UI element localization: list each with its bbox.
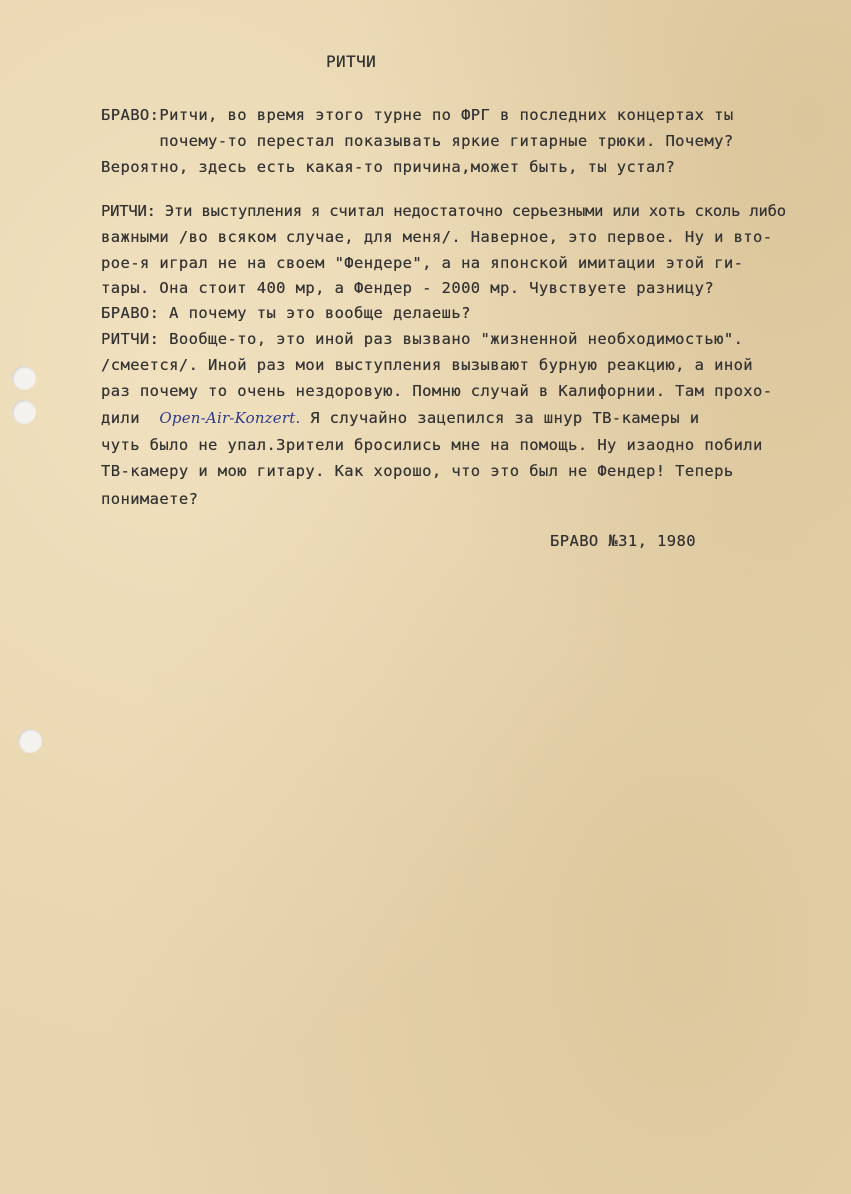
binder-hole-2	[12, 400, 36, 424]
text-line: /смеется/. Иной раз мои выступления вызывают бурную реакцию, а иной	[101, 356, 754, 374]
binder-hole-3	[18, 729, 42, 753]
text-line	[101, 409, 699, 427]
text-line: чуть было не упал.Зрители бросились мне на помощь. Ну изаодно побили	[101, 436, 763, 454]
text-line: тары. Она стоит 400 мр, а Фендер - 2000 мр. Чувствуете разницу?	[101, 279, 715, 297]
text-line: понимаете?	[101, 490, 199, 508]
text-line: БРАВО:Ритчи, во время этого турне по ФРГ в последних концертах ты	[101, 106, 734, 124]
binder-hole-1	[12, 366, 36, 390]
text-line: БРАВО: А почему ты это вообще делаешь?	[101, 304, 471, 322]
text-line: РИТЧИ: Вообще-то, это иной раз вызвано "жизненной необходимостью".	[101, 330, 744, 348]
text-line: важными /во всяком случае, для меня/. Наверное, это первое. Ну и вто-	[101, 228, 773, 246]
text-line: РИТЧИ: Эти выступления я считал недостаточно серьезными или хоть сколь либо	[101, 202, 786, 220]
document-title: РИТЧИ	[326, 52, 377, 71]
handwritten-insert: Open-Air-Konzert.	[159, 409, 301, 427]
text-line: рое-я играл не на своем "Фендере", а на японской имитации этой ги-	[101, 254, 744, 272]
text-line: почему-то перестал показывать яркие гитарные трюки. Почему?	[101, 132, 734, 150]
text-line: Вероятно, здесь есть какая-то причина,может быть, ты устал?	[101, 158, 676, 176]
text-fragment: дили	[101, 409, 140, 427]
source-signature: БРАВО №31, 1980	[550, 532, 696, 550]
text-fragment: Я случайно зацепился за шнур ТВ-камеры и	[300, 409, 700, 427]
text-line: ТВ-камеру и мою гитару. Как хорошо, что это был не Фендер! Теперь	[101, 462, 734, 480]
text-line: раз почему то очень нездоровую. Помню случай в Калифорнии. Там прохо-	[101, 382, 773, 400]
